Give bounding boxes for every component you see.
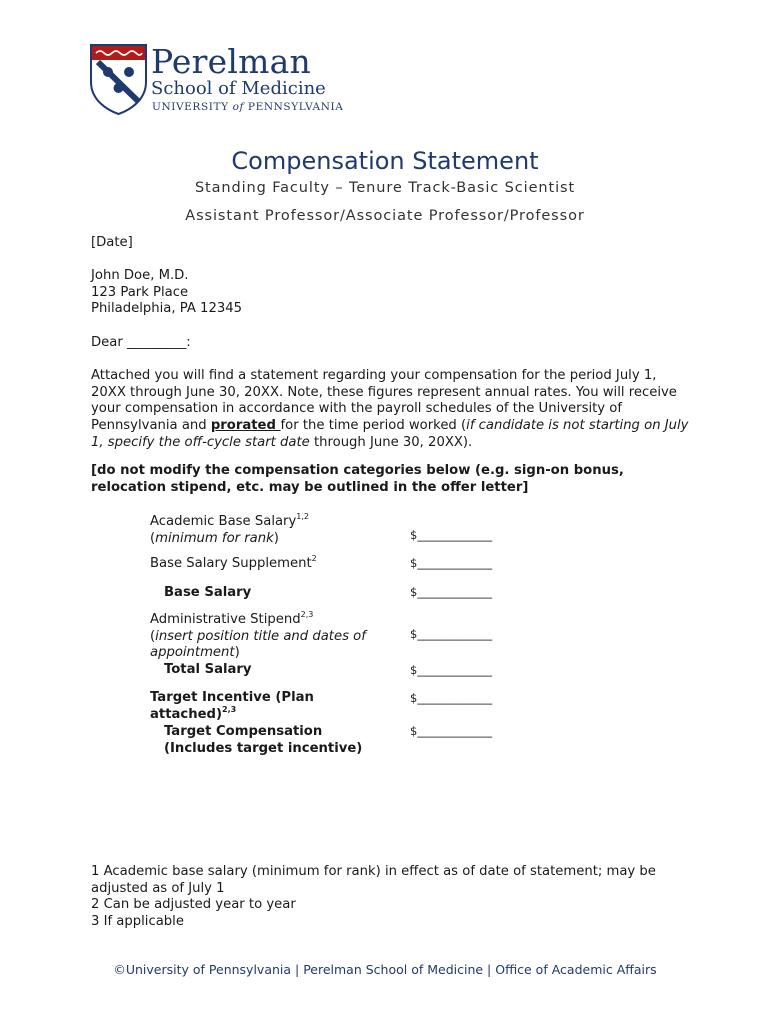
academic-base-salary-amount: $_____________	[410, 528, 493, 542]
logo-perelman: Perelman	[151, 42, 311, 81]
instruction-note: [do not modify the compensation categories below (e.g. sign-on bonus, relocation stipend, etc. may be outlined in the offer letter]	[91, 463, 624, 495]
administrative-stipend-label: Administrative Stipend$^{2,3}$ (insert position title and dates of appointment)	[150, 610, 366, 661]
target-incentive-amount: $_____________	[410, 691, 493, 705]
target-incentive-label: Target Incentive (Plan attached)$^{2,3}$	[150, 690, 314, 722]
prorated-emphasis: prorated	[210, 418, 281, 434]
target-compensation-amount: $_____________	[410, 724, 493, 738]
base-salary-label: Base Salary	[164, 585, 252, 600]
footnote-3: 3 If applicable	[91, 914, 184, 930]
address-block	[91, 268, 242, 318]
footnote-2: 2 Can be adjusted year to year	[91, 897, 296, 913]
footnotes	[91, 864, 691, 931]
footnote-1: 1 Academic base salary (minimum for rank) in effect as of date of statement; may be adjusted as of July 1	[91, 864, 656, 896]
administrative-stipend-amount: $_____________	[410, 627, 493, 641]
address-name: John Doe, M.D.	[91, 268, 189, 283]
total-salary-label: Total Salary	[164, 662, 252, 677]
document-title: Compensation Statement	[231, 147, 539, 175]
page-footer: ©University of Pennsylvania | Perelman School of Medicine | Office of Academic Affairs	[113, 962, 657, 977]
subtitle-track: Standing Faculty – Tenure Track-Basic Scientist	[194, 180, 576, 196]
base-salary-supplement-amount: $_____________	[410, 556, 493, 570]
logo-university: UNIVERSITY of PENNSYLVANIA	[152, 101, 344, 113]
academic-base-salary-label: Academic Base Salary$^{1,2}$ (minimum for rank)	[150, 512, 310, 546]
logo-school-of-medicine: School of Medicine	[151, 78, 326, 99]
date-placeholder: [Date]	[91, 235, 133, 250]
subtitle-ranks: Assistant Professor/Associate Professor/Professor	[185, 208, 585, 224]
base-salary-supplement-label: Base Salary Supplement$^2$	[150, 554, 317, 571]
target-compensation-label: Target Compensation (Includes target incentive)	[164, 724, 363, 756]
base-salary-amount: $_____________	[410, 585, 493, 599]
intro-paragraph: Attached you will find a statement regarding your compensation for the period July 1, 20XX through June 30, 20XX. Note, these figures represent annual rates. You will receive your compensation in accordance with the payroll schedules of the University of Pennsylvania and prorated for the time period worked (if candidate is not starting on July 1, specify the off-cycle start date through June 30, 20XX).	[91, 368, 689, 450]
salutation: Dear _________:	[91, 335, 191, 350]
address-street: 123 Park Place	[91, 284, 189, 300]
total-salary-amount: $_____________	[410, 663, 493, 677]
address-city: Philadelphia, PA 12345	[91, 301, 242, 317]
